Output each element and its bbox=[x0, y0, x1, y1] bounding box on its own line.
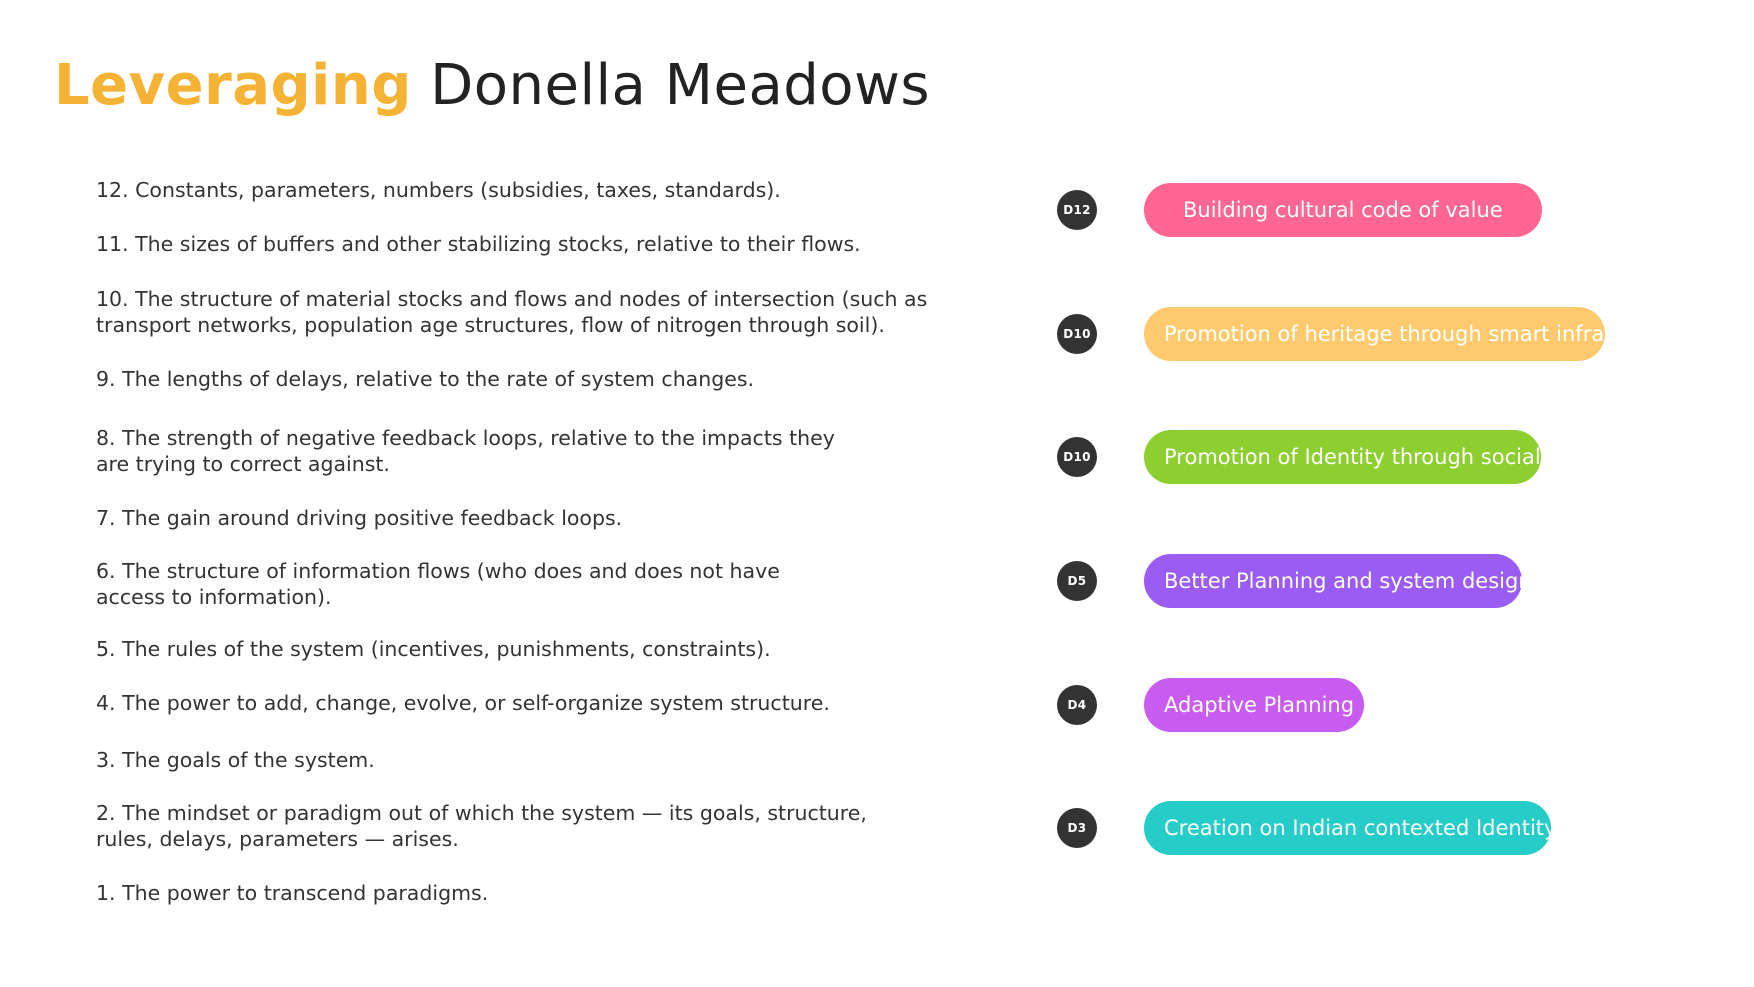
title-rest: Donella Meadows bbox=[430, 53, 931, 118]
leverage-point-text: 11. The sizes of buffers and other stabilizing stocks, relative to their flows. bbox=[96, 232, 861, 256]
leverage-point-11 bbox=[96, 231, 916, 257]
lever-pill: Adaptive Planning bbox=[1144, 678, 1364, 732]
lever-badge: D3 bbox=[1057, 808, 1097, 848]
leverage-point-text: 12. Constants, parameters, numbers (subsidies, taxes, standards). bbox=[96, 178, 781, 202]
leverage-point-3 bbox=[96, 747, 916, 773]
leverage-point-5 bbox=[96, 636, 916, 662]
leverage-point-text: 4. The power to add, change, evolve, or self-organize system structure. bbox=[96, 691, 830, 715]
leverage-point-text-cont: are trying to correct against. bbox=[96, 452, 390, 476]
leverage-point-text: 7. The gain around driving positive feedback loops. bbox=[96, 506, 623, 530]
lever-badge: D5 bbox=[1057, 561, 1097, 601]
lever-badge: D12 bbox=[1057, 190, 1097, 230]
leverage-point-10 bbox=[96, 286, 928, 338]
leverage-point-12 bbox=[96, 177, 916, 203]
leverage-point-1 bbox=[96, 880, 916, 906]
leverage-point-8 bbox=[96, 425, 916, 477]
leverage-point-text: 5. The rules of the system (incentives, punishments, constraints). bbox=[96, 637, 771, 661]
lever-pill: Creation on Indian contexted Identity bbox=[1144, 801, 1551, 855]
slide-title bbox=[54, 52, 930, 120]
lever-pill: Better Planning and system design bbox=[1144, 554, 1522, 608]
lever-badge: D10 bbox=[1057, 437, 1097, 477]
leverage-point-text: 10. The structure of material stocks and flows and nodes of intersection (such as bbox=[96, 287, 928, 311]
leverage-point-text: 9. The lengths of delays, relative to the rate of system changes. bbox=[96, 367, 755, 391]
leverage-point-text-cont: transport networks, population age structures, flow of nitrogen through soil). bbox=[96, 313, 885, 337]
leverage-point-9 bbox=[96, 366, 916, 392]
leverage-point-2 bbox=[96, 800, 916, 852]
title-accent: Leveraging bbox=[54, 53, 412, 118]
lever-badge: D4 bbox=[1057, 685, 1097, 725]
leverage-point-text: 1. The power to transcend paradigms. bbox=[96, 881, 489, 905]
leverage-point-text-cont: access to information). bbox=[96, 585, 332, 609]
leverage-point-text: 3. The goals of the system. bbox=[96, 748, 375, 772]
leverage-point-text: 2. The mindset or paradigm out of which the system — its goals, structure, bbox=[96, 801, 867, 825]
lever-pill: Building cultural code of value bbox=[1144, 183, 1542, 237]
leverage-point-6 bbox=[96, 558, 916, 610]
lever-pill: Promotion of Identity through social bbox=[1144, 430, 1541, 484]
leverage-point-text-cont: rules, delays, parameters — arises. bbox=[96, 827, 459, 851]
leverage-point-4 bbox=[96, 690, 916, 716]
leverage-point-7 bbox=[96, 505, 916, 531]
lever-badge: D10 bbox=[1057, 314, 1097, 354]
lever-pill: Promotion of heritage through smart infra bbox=[1144, 307, 1605, 361]
leverage-point-text: 6. The structure of information flows (who does and does not have bbox=[96, 559, 780, 583]
leverage-point-text: 8. The strength of negative feedback loops, relative to the impacts they bbox=[96, 426, 835, 450]
